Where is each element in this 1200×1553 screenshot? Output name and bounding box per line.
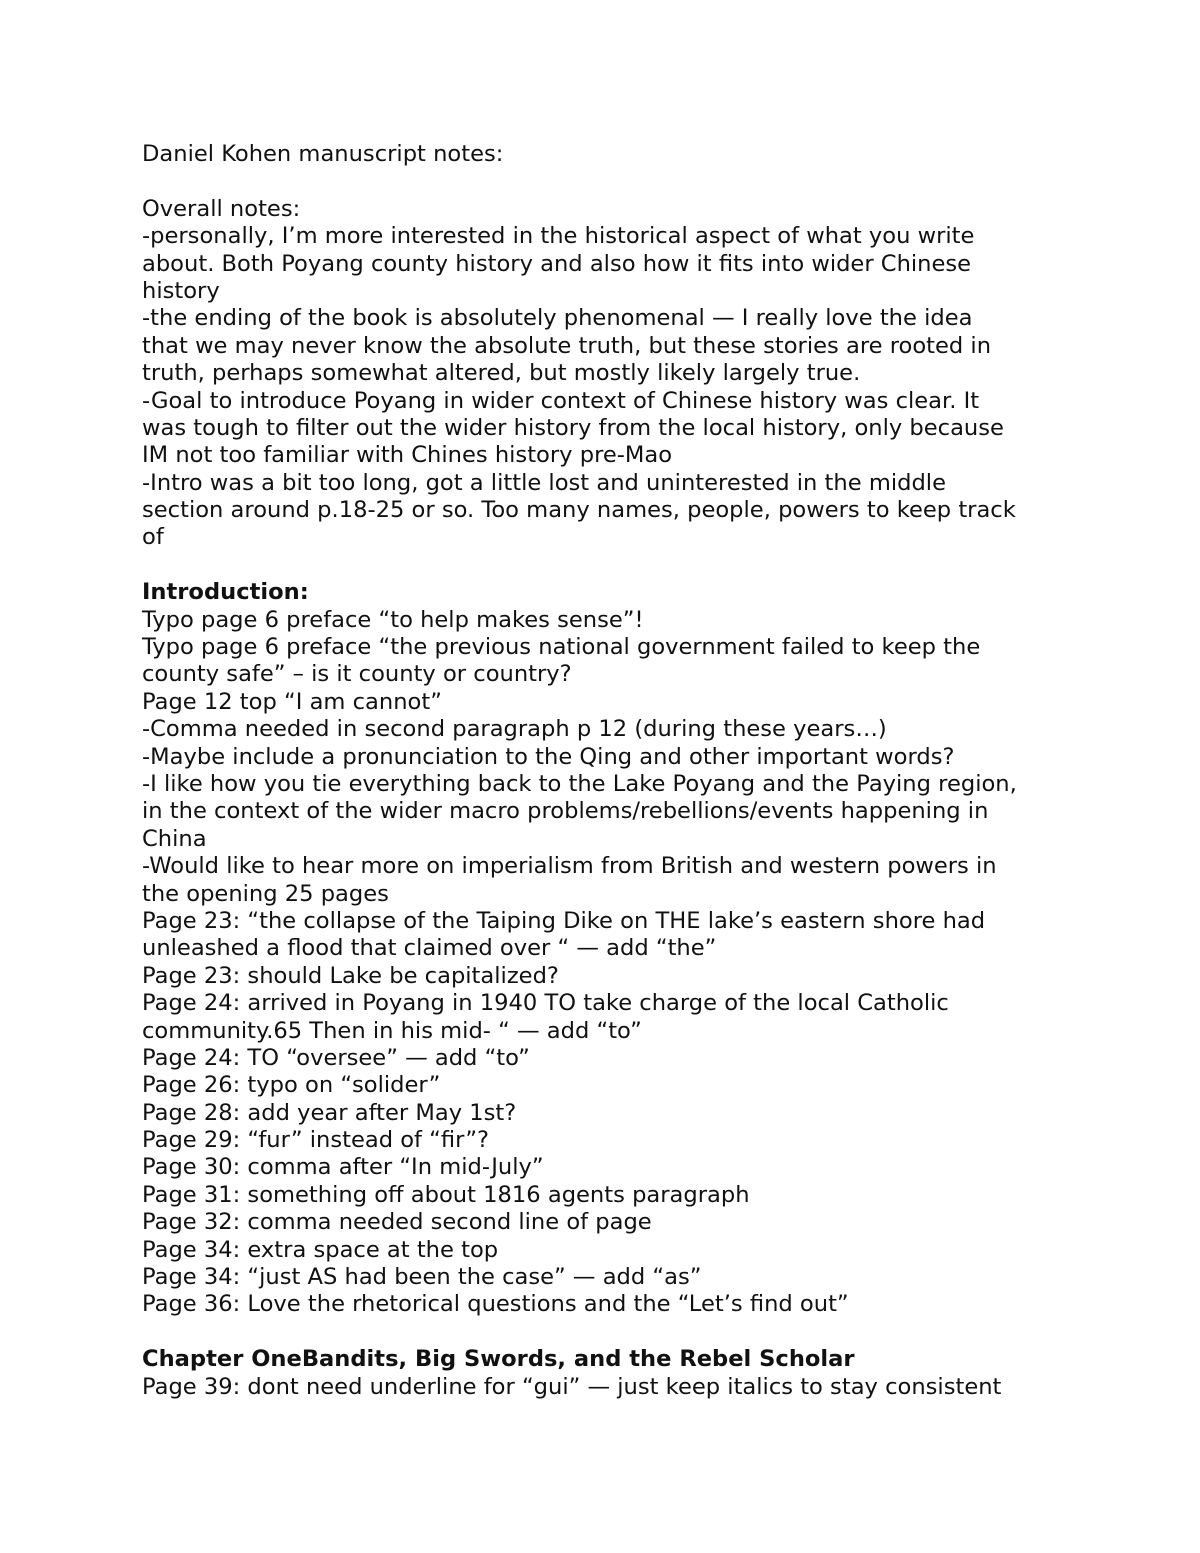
document-title: Daniel Kohen manuscript notes: — [142, 141, 504, 167]
spacer — [142, 1319, 1067, 1346]
introduction-note-line: -Maybe include a pronunciation to the Qing and other important words? — [142, 743, 955, 770]
overall-note-line: that we may never know the absolute truth, but these stories are rooted in — [142, 332, 992, 359]
introduction-note-line: Page 32: comma needed second line of page — [142, 1209, 652, 1236]
spacer — [142, 168, 1067, 195]
overall-note-line: was tough to filter out the wider history from the local history, only because — [142, 414, 1004, 441]
introduction-note-line: -Would like to hear more on imperialism from British and western powers in — [142, 853, 997, 880]
introduction-note-line: county safe” – is it county or country? — [142, 661, 572, 688]
introduction-note-line: Page 29: “fur” instead of “fir”? — [142, 1127, 490, 1154]
introduction-note-line: Page 26: typo on “solider” — [142, 1072, 441, 1099]
introduction-note-line: Page 36: Love the rhetorical questions and the “Let’s find out” — [142, 1291, 849, 1318]
introduction-note-line: Page 23: “the collapse of the Taiping Dike on THE lake’s eastern shore had — [142, 907, 986, 934]
introduction-note-line: Page 24: arrived in Poyang in 1940 TO take charge of the local Catholic — [142, 990, 949, 1017]
introduction-note-line: Typo page 6 preface “the previous national government failed to keep the — [142, 634, 981, 661]
chapter-one-heading: Chapter OneBandits, Big Swords, and the Rebel Scholar — [142, 1346, 855, 1373]
overall-note-line: about. Both Poyang county history and also how it fits into wider Chinese — [142, 250, 972, 277]
introduction-note-line: Page 31: something off about 1816 agents paragraph — [142, 1181, 750, 1208]
overall-note-line: of — [142, 524, 164, 551]
overall-note-line: -personally, I’m more interested in the historical aspect of what you write — [142, 223, 975, 250]
overall-note-line: -Goal to introduce Poyang in wider context of Chinese history was clear. It — [142, 387, 980, 414]
introduction-note-line: Page 28: add year after May 1st? — [142, 1099, 517, 1126]
introduction-note-line: Page 12 top “I am cannot” — [142, 688, 442, 715]
introduction-note-line: Typo page 6 preface “to help makes sense”! — [142, 606, 644, 633]
introduction-note-line: unleashed a flood that claimed over “ — add “the” — [142, 935, 717, 962]
overall-note-line: -the ending of the book is absolutely phenomenal — I really love the idea — [142, 305, 973, 332]
introduction-note-line: Page 30: comma after “In mid-July” — [142, 1154, 544, 1181]
introduction-note-line: Page 34: extra space at the top — [142, 1236, 499, 1263]
overall-note-line: section around p.18-25 or so. Too many names, people, powers to keep track — [142, 497, 1016, 524]
chapter-one-note-line: Page 39: dont need underline for “gui” — just keep italics to stay consistent — [142, 1373, 1002, 1400]
overall-note-line: truth, perhaps somewhat altered, but mostly likely largely true. — [142, 360, 861, 387]
overall-note-line: history — [142, 277, 220, 304]
spacer — [142, 552, 1067, 579]
introduction-note-line: -Comma needed in second paragraph p 12 (during these years…) — [142, 716, 887, 743]
introduction-note-line: community.65 Then in his mid- “ — add “to” — [142, 1017, 642, 1044]
introduction-note-line: Page 23: should Lake be capitalized? — [142, 962, 559, 989]
introduction-note-line: Page 34: “just AS had been the case” — add “as” — [142, 1264, 702, 1291]
introduction-note-line: China — [142, 825, 207, 852]
document-page — [142, 141, 1067, 1401]
introduction-heading: Introduction: — [142, 579, 309, 606]
introduction-note-line: Page 24: TO “oversee” — add “to” — [142, 1044, 530, 1071]
introduction-note-line: the opening 25 pages — [142, 880, 389, 907]
overall-note-line: -Intro was a bit too long, got a little lost and uninterested in the middle — [142, 469, 946, 496]
introduction-note-line: -I like how you tie everything back to the Lake Poyang and the Paying region, — [142, 770, 1017, 797]
introduction-note-line: in the context of the wider macro problems/rebellions/events happening in — [142, 798, 989, 825]
overall-notes-heading: Overall notes: — [142, 195, 301, 222]
overall-note-line: IM not too familiar with Chines history pre-Mao — [142, 442, 673, 469]
